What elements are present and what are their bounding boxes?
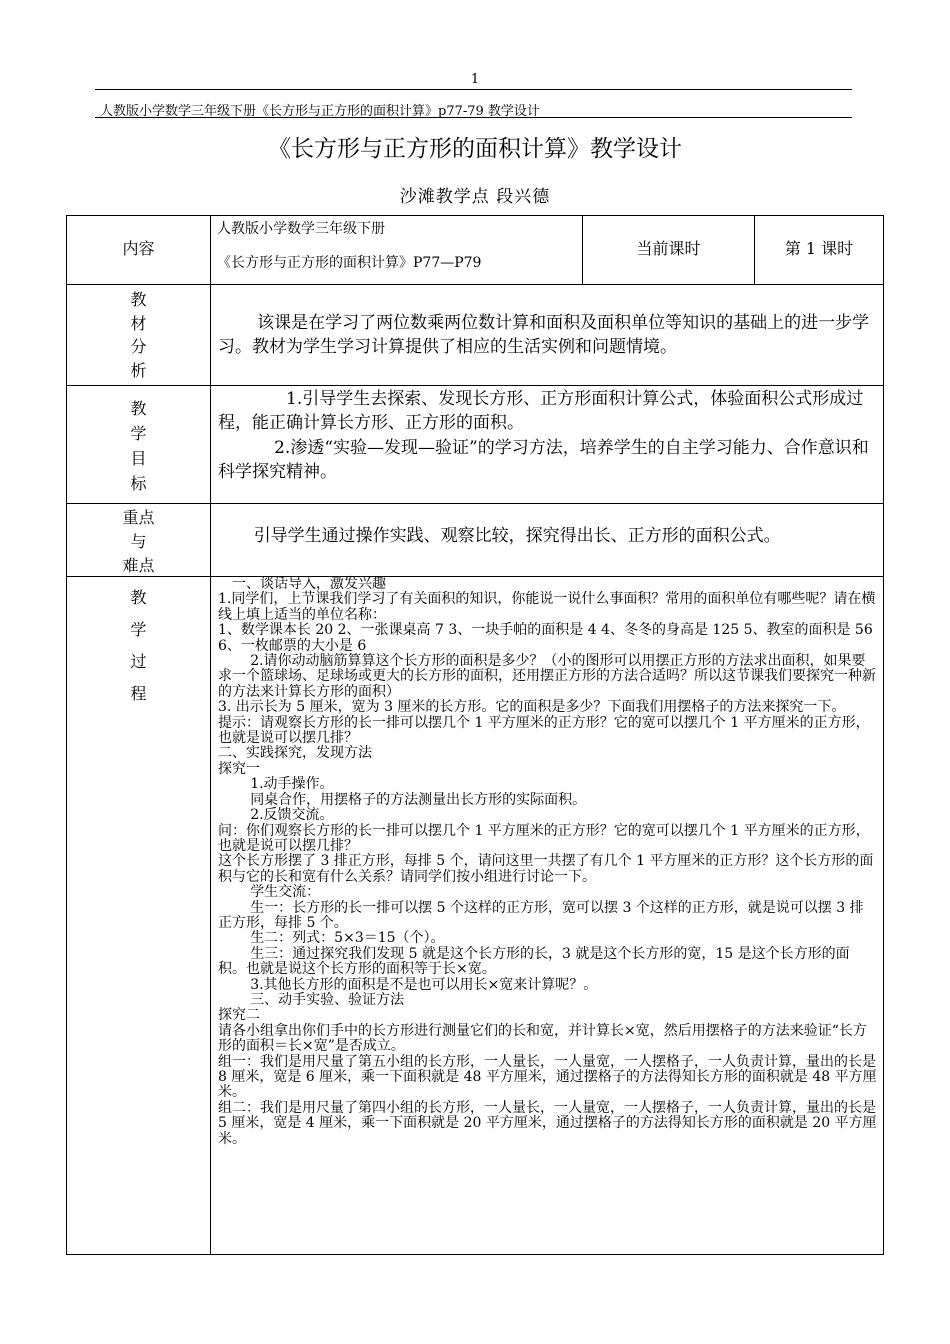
process-paragraph: 生二：列式：5×3＝15（个）。	[250, 930, 445, 947]
document-author: 沙滩教学点 段兴德	[399, 187, 551, 207]
process-paragraph: 生一：长方形的长一排可以摆 5 个这样的正方形，宽可以摆 3 个这样的正方形，就是说可以摆 3 排正方形，每排 5 个。	[218, 899, 864, 931]
process-paragraph: 请各小组拿出你们手中的长方形进行测量它们的长和宽，并计算长×宽，然后用摆格子的方法来验证“长方形的面积＝长×宽”是否成立。	[218, 1022, 867, 1055]
column-divider	[210, 216, 211, 1254]
page-number: 1	[470, 72, 480, 87]
row-divider	[67, 284, 883, 285]
document-title: 《长方形与正方形的面积计算》教学设计	[268, 136, 682, 162]
key-points-label: 重点 与 难点	[122, 508, 155, 575]
process-paragraph: 生三：通过探究我们发现 5 就是这个长方形的长，3 就是这个长方形的宽，15 是这个长方形的面积。也就是说这个长方形的面积等于长×宽。	[218, 945, 850, 978]
process-paragraph: 3. 出示长为 5 厘米，宽为 3 厘米的长方形。它的面积是多少？下面我们用摆格子的方法来探究一下。	[218, 699, 846, 716]
content-value-line2: 《长方形与正方形的面积计算》P77—P79	[217, 255, 482, 271]
process-paragraph: 2.反馈交流。	[250, 807, 334, 824]
process-paragraph: 探究二	[218, 1007, 260, 1024]
key-points-text: 引导学生通过操作实践、观察比较，探究得出长、正方形的面积公式。	[253, 526, 781, 546]
teaching-process-label: 教 学 过 程	[130, 588, 147, 703]
current-period-label: 当前课时	[636, 239, 701, 258]
process-paragraph: 3.其他长方形的面积是不是也可以用长×宽来计算呢？。	[250, 976, 598, 993]
running-header: 人教版小学数学三年级下册《长方形与正方形的面积计算》p77-79 教学设计	[100, 104, 540, 119]
teaching-process-text	[218, 577, 877, 1147]
process-paragraph: 二、实践探究，发现方法	[218, 745, 372, 762]
material-analysis-label: 教 材 分 析	[130, 290, 147, 380]
process-paragraph: 同桌合作，用摆格子的方法测量出长方形的实际面积。	[250, 791, 587, 808]
process-paragraph: 组一：我们是用尺量了第五小组的长方形，一人量长，一人量宽，一人摆格子，一人负责计算，量出的长是 8 厘米，宽是 6 厘米，乘一下面积就是 48 平方厘米，通过摆格子的方法得知长方形的面积就是 48 平方厘米。	[218, 1053, 877, 1101]
content-value-line1: 人教版小学数学三年级下册	[217, 221, 385, 237]
material-analysis-text: 该课是在学习了两位数乘两位数计算和面积及面积单位等知识的基础上的进一步学习。教材为学生学习计算提供了相应的生活实例和问题情境。	[218, 313, 870, 357]
process-paragraph: 探究一	[218, 760, 260, 777]
process-paragraph: 学生交流：	[250, 884, 321, 901]
process-paragraph: 组二：我们是用尺量了第四小组的长方形，一人量长，一人量宽，一人摆格子，一人负责计算，量出的长是 5 厘米，宽是 4 厘米，乘一下面积就是 20 平方厘米，通过摆格子的方法得知长方形的面积就是 20 平方厘米。	[218, 1099, 877, 1147]
process-paragraph: 提示：请观察长方形的长一排可以摆几个 1 平方厘米的正方形？它的宽可以摆几个 1 平方厘米的正方形，也就是说可以摆几排？	[218, 714, 870, 747]
teaching-goal-2: 2.渗透“实验—发现—验证”的学习方法，培养学生的自主学习能力、合作意识和科学探究精神。	[218, 438, 869, 482]
teaching-goals-label: 教 学 目 标	[130, 399, 147, 493]
process-paragraph: 1、数学课本长 20 2、一张课桌高 7 3、一块手帕的面积是 4 4、冬冬的身高是 125 5、教室的面积是 56 6、一枚邮票的大小是 6	[218, 622, 873, 654]
process-paragraph: 三、动手实验、验证方法	[250, 991, 405, 1008]
header-rule-bottom	[95, 117, 852, 118]
process-paragraph: 1.动手操作。	[250, 776, 334, 793]
process-paragraph: 2.请你动动脑筋算算这个长方形的面积是多少？（小的图形可以用摆正方形的方法求出面积，如果要求一个篮球场、足球场或更大的长方形的面积，还用摆正方形的方法合适吗？所以这节课我们要探究一种新的方法来计算长方形的面积）	[218, 653, 876, 700]
header-rule-top	[95, 89, 852, 90]
content-label: 内容	[122, 239, 155, 258]
process-paragraph: 问：你们观察长方形的长一排可以摆几个 1 平方厘米的正方形？它的宽可以摆几个 1 平方厘米的正方形，也就是说可以摆几排？	[218, 822, 870, 854]
process-paragraph: 这个长方形摆了 3 排正方形，每排 5 个，请问这里一共摆了有几个 1 平方厘米的正方形？这个长方形的面积与它的长和宽有什么关系？请同学们按小组进行讨论一下。	[218, 853, 874, 885]
teaching-goal-1: 1.引导学生去探索、发现长方形、正方形面积计算公式，体验面积公式形成过程，能正确计算长方形、正方形的面积。	[218, 389, 864, 433]
lesson-plan-table	[66, 215, 884, 1255]
current-period-value: 第 1 课时	[784, 239, 854, 258]
process-paragraph: 1.同学们，上节课我们学习了有关面积的知识，你能说一说什么事面积？常用的面积单位有哪些呢？请在横线上填上适当的单位名称：	[218, 591, 876, 623]
row-divider	[67, 503, 883, 504]
row-divider	[67, 385, 883, 386]
process-paragraph: 一、谈话导入，激发兴趣	[232, 576, 386, 592]
